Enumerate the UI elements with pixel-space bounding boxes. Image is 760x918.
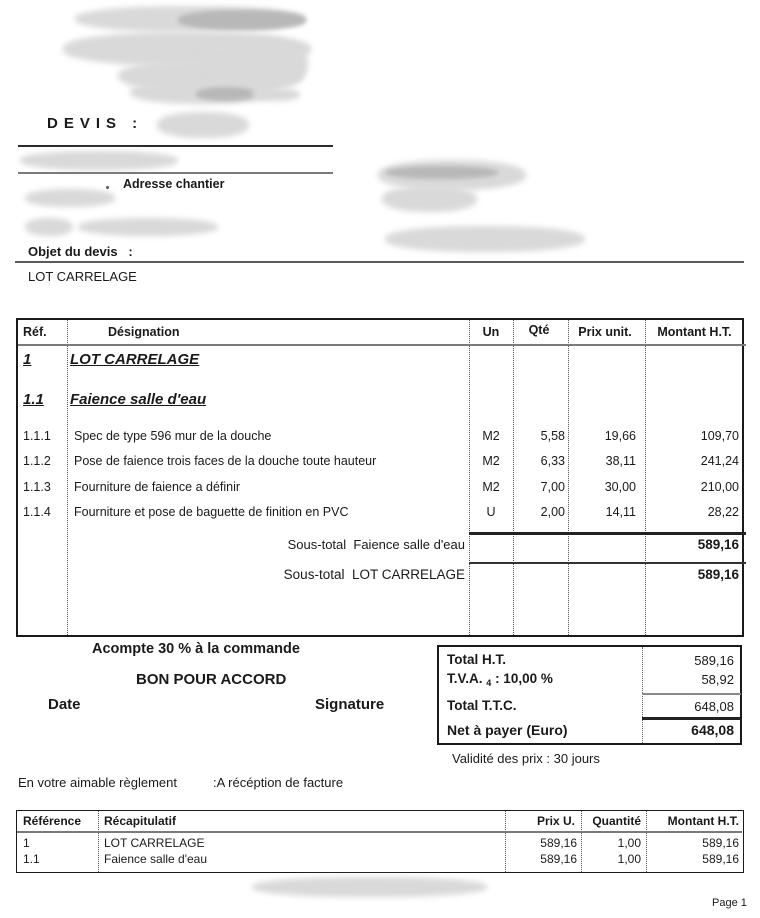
table-row <box>18 480 742 496</box>
redacted-address <box>25 218 73 236</box>
adresse-chantier-label: Adresse chantier <box>123 177 225 191</box>
recap-label: Faience salle d'eau <box>104 852 208 866</box>
recap-montant: 589,16 <box>702 852 739 866</box>
net-a-payer-label: Net à payer (Euro) <box>447 722 568 738</box>
header-montant: Montant H.T. <box>657 325 732 339</box>
table-row <box>18 429 742 445</box>
totals-rule <box>642 717 741 720</box>
item-designation: Fourniture de faience a définir <box>74 480 241 494</box>
item-montant: 28,22 <box>707 505 739 519</box>
recap-header-prix: Prix U. <box>536 814 575 828</box>
totals-box <box>437 645 742 745</box>
recap-label: LOT CARRELAGE <box>104 836 205 850</box>
item-montant: 109,70 <box>700 429 739 443</box>
redacted-devis-number <box>157 112 249 138</box>
item-qte: 5,58 <box>540 429 565 443</box>
recap-header-qte: Quantité <box>592 814 641 828</box>
subtotal-rule <box>469 532 746 535</box>
item-ref: 1.1.1 <box>23 429 51 443</box>
table-row <box>18 505 742 521</box>
total-ttc-value: 648,08 <box>694 699 734 714</box>
subtotal-label: Sous-total Faience salle d'eau <box>287 537 465 552</box>
signature-label: Signature <box>315 696 385 713</box>
recap-header-montant: Montant H.T. <box>667 814 739 828</box>
table-header-row <box>18 325 742 341</box>
recap-header-ref: Référence <box>23 814 82 828</box>
item-qte: 2,00 <box>540 505 565 519</box>
stray-mark <box>106 186 109 189</box>
recap-ref: 1 <box>23 836 30 850</box>
page-number: Page 1 <box>712 897 747 909</box>
redacted-footer-info <box>252 877 487 897</box>
subtotal-label: Sous-total LOT CARRELAGE <box>283 567 465 582</box>
recap-prix: 589,16 <box>540 836 577 850</box>
item-prix-unit: 14,11 <box>605 505 636 519</box>
subtotal-value: 589,16 <box>697 537 739 552</box>
item-ref: 1.1.4 <box>23 505 51 519</box>
item-montant: 210,00 <box>700 480 739 494</box>
bon-pour-accord-text: BON POUR ACCORD <box>136 671 287 688</box>
totals-rule <box>642 693 741 695</box>
payment-terms-value: :A récéption de facture <box>213 775 344 790</box>
item-designation: Pose de faience trois faces de la douche toute hauteur <box>74 454 377 468</box>
recap-ref: 1.1 <box>23 852 40 866</box>
tva-text: T.V.A. <box>447 671 483 686</box>
acompte-text: Acompte 30 % à la commande <box>92 641 300 657</box>
devis-title: DEVIS : <box>47 115 144 132</box>
total-ht-label: Total H.T. <box>447 652 506 667</box>
item-un: U <box>486 505 496 519</box>
line-items-table <box>16 318 744 637</box>
recap-header-label: Récapitulatif <box>104 814 177 828</box>
recap-row <box>17 836 743 852</box>
item-un: M2 <box>482 429 500 443</box>
header-underline <box>18 344 746 346</box>
header-qte: Qté <box>528 323 550 337</box>
objet-du-devis-value: LOT CARRELAGE <box>28 269 137 284</box>
tva-label <box>447 671 553 688</box>
objet-du-devis-label: Objet du devis : <box>28 244 133 259</box>
group-row <box>18 351 742 373</box>
redacted-address <box>25 189 115 207</box>
header-un: Un <box>482 325 500 339</box>
recap-qte: 1,00 <box>617 852 641 866</box>
subtotal-rule <box>469 562 746 564</box>
redacted-blob <box>385 226 585 252</box>
tva-index: 4 <box>486 678 492 688</box>
total-ttc-label: Total T.T.C. <box>447 698 517 713</box>
header-designation: Désignation <box>108 325 180 339</box>
item-qte: 6,33 <box>540 454 565 468</box>
payment-terms-label: En votre aimable règlement <box>18 775 177 790</box>
item-ref: 1.1.2 <box>23 454 51 468</box>
item-un: M2 <box>482 454 500 468</box>
item-ref: 1.1.3 <box>23 480 51 494</box>
subtotal-row <box>18 537 742 555</box>
date-label: Date <box>48 696 81 713</box>
total-ht-value: 589,16 <box>694 653 734 668</box>
item-qte: 7,00 <box>540 480 565 494</box>
recap-qte: 1,00 <box>617 836 641 850</box>
group-designation: Faience salle d'eau <box>70 391 207 408</box>
divider-line <box>18 172 333 174</box>
subtotal-value: 589,16 <box>697 567 739 582</box>
header-prix-unit: Prix unit. <box>578 325 632 339</box>
net-a-payer-value: 648,08 <box>691 722 734 738</box>
recap-prix: 589,16 <box>540 852 577 866</box>
divider-line <box>18 145 333 147</box>
recap-header-underline <box>17 831 742 833</box>
group-designation: LOT CARRELAGE <box>70 351 200 368</box>
item-prix-unit: 30,00 <box>604 480 636 494</box>
group-ref: 1.1 <box>23 391 44 408</box>
item-prix-unit: 19,66 <box>604 429 636 443</box>
redacted-blob <box>196 87 256 101</box>
item-designation: Spec de type 596 mur de la douche <box>74 429 272 443</box>
divider-line <box>15 261 744 263</box>
validity-text: Validité des prix : 30 jours <box>452 751 600 766</box>
redacted-client-name <box>20 151 178 170</box>
recap-row <box>17 852 743 868</box>
table-row <box>18 454 742 470</box>
group-ref: 1 <box>23 351 32 368</box>
subtotal-row <box>18 567 742 585</box>
item-prix-unit: 38,11 <box>605 454 636 468</box>
item-montant: 241,24 <box>700 454 739 468</box>
recap-montant: 589,16 <box>702 836 739 850</box>
recap-table <box>16 810 744 873</box>
redacted-blob <box>252 88 300 101</box>
redacted-blob <box>382 186 477 212</box>
header-ref: Réf. <box>23 325 47 339</box>
redacted-blob <box>178 10 306 30</box>
recap-header-row <box>17 814 743 830</box>
group-row <box>18 391 742 413</box>
redacted-address <box>78 218 218 236</box>
redacted-blob <box>386 166 498 179</box>
tva-value: 58,92 <box>701 672 734 687</box>
tva-rate: : 10,00 % <box>491 671 553 686</box>
item-designation: Fourniture et pose de baguette de finition en PVC <box>74 505 349 519</box>
item-un: M2 <box>482 480 500 494</box>
